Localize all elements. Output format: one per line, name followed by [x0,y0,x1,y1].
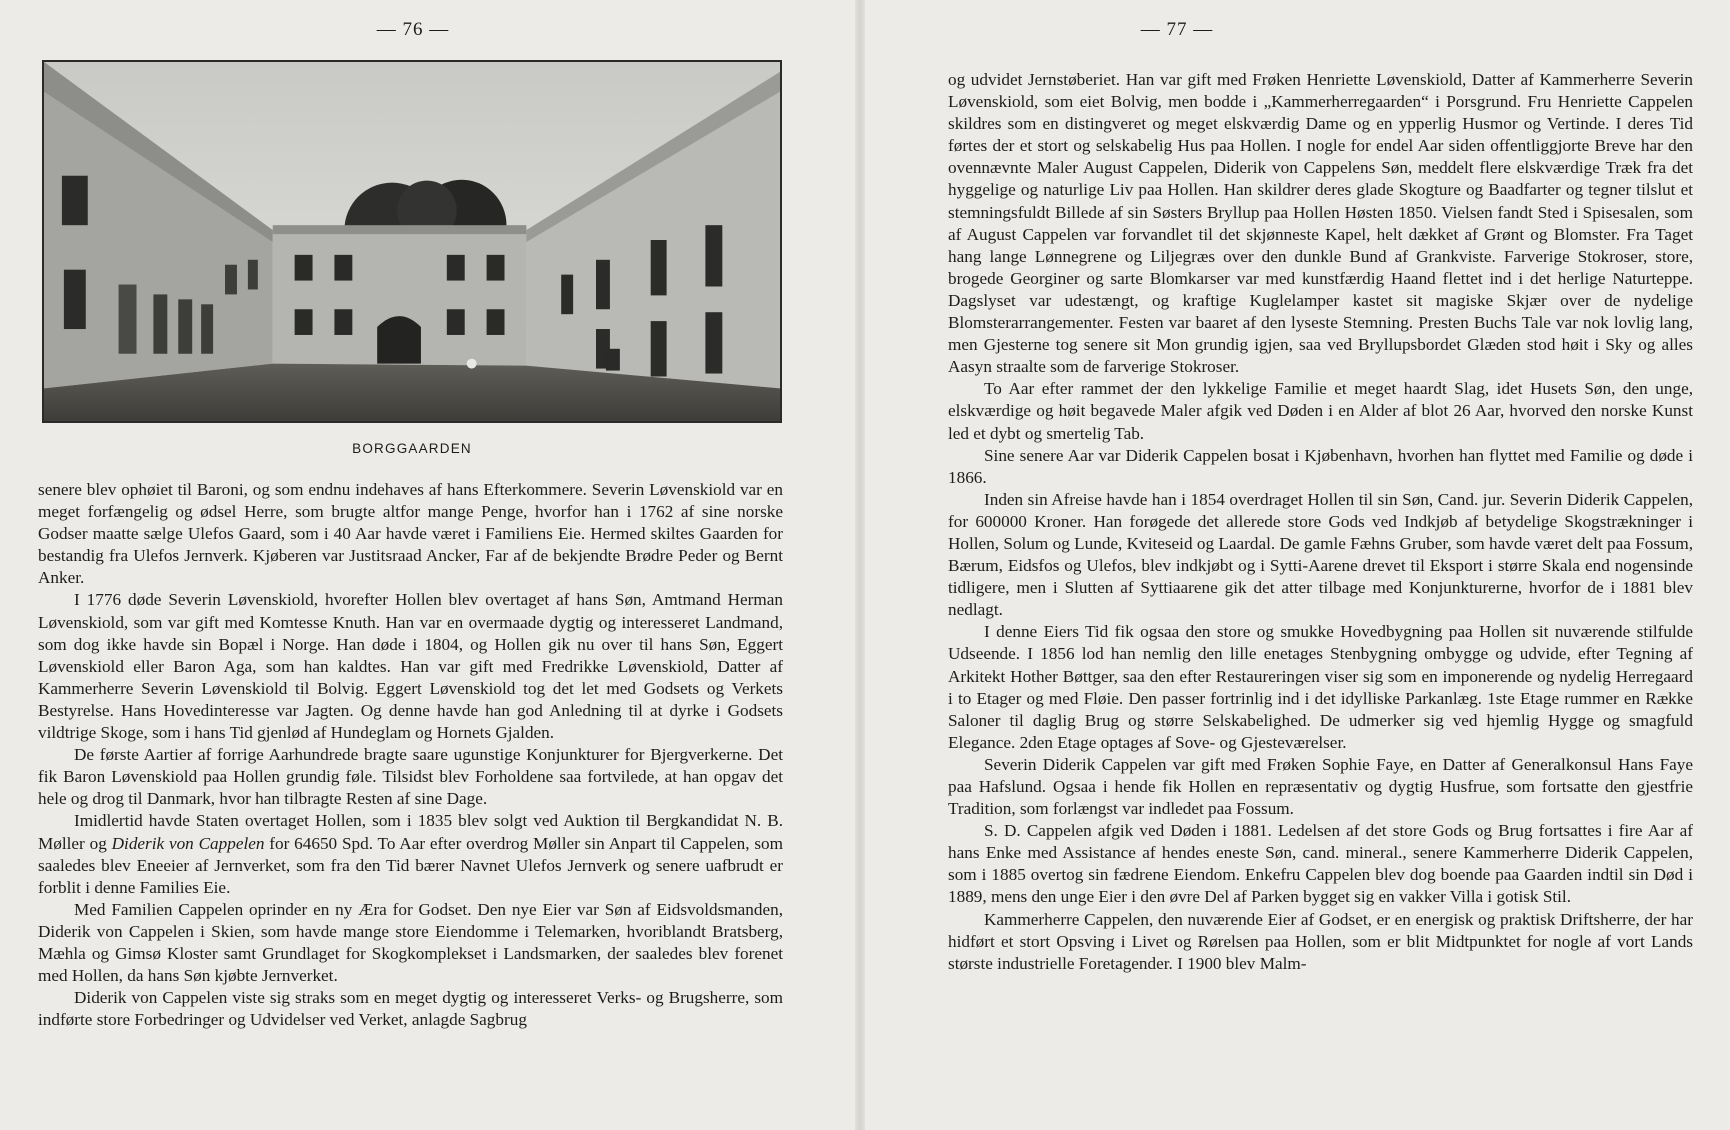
courtyard-photo [42,60,782,423]
paragraph: Severin Diderik Cappelen var gift med Frøken Sophie Faye, en Datter af Generalkonsul Hans Faye paa Hafslund. Ogsaa i hende fik Hollen en repræsentativ og dygtig Husfrue, som fortsatte den gjestfrie Tradition, som forlængst var indledet paa Fossum. [948,754,1693,819]
left-page [0,0,860,1130]
photo-caption: BORGGAARDEN [352,441,472,456]
page-number: — 77 — [1140,19,1214,40]
paragraph-text: Imidlertid havde Staten overtaget Hollen, som i 1835 blev solgt ved Auktion til Bergkandidat N. B. Møller og [38,811,783,853]
page-number: — 76 — [376,19,450,40]
paragraph: I denne Eiers Tid fik ogsaa den store og smukke Hovedbygning paa Hollen sit nuværende stilfulde Udseende. I 1856 lod han nemlig den lille enetages Stenbygning ombygge og udvide, efter Tegning af Arkitekt Hother Bøttger, saa den efter Restaureringen viser sig som en imponerende og nydelig Herregaard i to Etager og med Fløie. Den passer fortrinlig ind i det idylliske Parkanlæg. 1ste Etage rummer en Række Saloner til daglig Brug og større Selskabelighed. De udmerker sig ved hjemlig Hygge og smagfuld Elegance. 2den Etage optages af Sove- og Gjesteværelser. [948,622,1693,752]
paragraph: og udvidet Jernstøberiet. Han var gift med Frøken Henriette Løvenskiold, Datter af Kammerherre Severin Løvenskiold, som eiet Bolvig, men bodde i „Kammerherregaarden“ i Porsgrund. Fru Henriette Cappelen skildres som en distingveret og meget elskværdig Dame og en ypperlig Husmor og Vertinde. I deres Tid førtes der et stort og selskabelig Hus paa Hollen. I nogle for endel Aar siden offentliggjorte Breve har den ovennævnte Maler August Cappelen, Diderik von Cappelens Søn, meddelt flere elskværdige Træk fra det hyggelige og naturlige Liv paa Hollen. Han skildrer deres glade Skogture og Baadfarter og tegner tilslut et stemningsfuldt Billede af sin Søsters Bryllup paa Hollen Høsten 1850. Vielsen fandt Sted i Spisesalen, som af August Cappelen var forvandlet til det skjønneste Kapel, helt dækket af Grønt og Blomster. Fra Taget hang lange Lønnegrene og Liljegræs over den dunkle Bund af Grankviste. Farverige Stokroser, store, brogede Georginer og sarte Blomkarser var med kunstfærdig Haand flettet ind i det herlige Naturteppe. Dagslyset var udestængt, og kraftige Kuglelamper kastet sit magiske Skjær over de nydelige Blomsterarrangementer. Festen var baaret af den lyseste Stemning. Presten Buchs Tale var nok lovlig lang, men Gjesterne tog senere sit Mon grundig igjen, saa ved Bryllupsbordet Glæden stod høit i Sky og alles Aasyn straalte som de farverige Stokroser. [948,70,1693,377]
paragraph: Kammerherre Cappelen, den nuværende Eier af Godset, er en energisk og praktisk Driftsherre, der har hidført et stort Opsving i Livet og Rørelsen paa Hollen, som er blit Midtpunktet for nogle af vort Lands største industrielle Foretagender. I 1900 blev Malm- [948,909,1693,973]
paragraph-text: for 64650 Spd. To Aar efter overdrog Møller sin Anpart til Cappelen, som saaledes blev Eneeier af Jernverket, som fra den Tid bærer Navnet Ulefos Jernverk og senere uafbrudt er forblit i denne Families Eie. [38,833,783,897]
paragraph: I 1776 døde Severin Løvenskiold, hvorefter Hollen blev overtaget af hans Søn, Amtmand Herman Løvenskiold, som var gift med Komtesse Knuth. Han var en overmaade dygtig og interesseret Landmand, som dog ikke havde sin Bopæl i Norge. Han døde i 1804, og Hollen gik nu over til hans Søn, Eggert Løvenskiold eller Baron Aga, som han kaldtes. Han var gift med Fredrikke Løvenskiold, Datter af Kammerherre Severin Løvenskiold til Bolvig. Eggert Løvenskiold tog det let med Godsets og Verkets Bestyrelse. Hans Hovedinteresse var Jagten. Og denne havde han god Anledning til at dyrke i Godsets vildtrige Skoge, som i hans Tid gjenlød af Hundeglam og Hornets Gjalden. [38,590,783,743]
italic-name: Diderik von Cappelen [111,833,265,853]
paragraph: S. D. Cappelen afgik ved Døden i 1881. Ledelsen af det store Gods og Brug fortsattes i fire Aar af hans Enke med Assistance af hendes eneste Søn, cand. mineral., senere Kammerherre Diderik Cappelen, som i 1885 overtog sin fædrene Eiendom. Enkefru Cappelen blev dog boende paa Gaarden indtil sin Død i 1889, mens den unge Eier i den øvre Del af Parken bygget sig en vakker Villa i gotisk Stil. [948,821,1693,907]
paragraph: De første Aartier af forrige Aarhundrede bragte saare ugunstige Konjunkturer for Bjergverkerne. Det fik Baron Løvenskiold paa Hollen grundig føle. Tilsidst blev Forholdene saa fortvilede, at han opgav det hele og drog til Danmark, hvor han tilbragte Resten af sine Dage. [38,745,783,809]
paragraph: To Aar efter rammet der den lykkelige Familie et meget haardt Slag, idet Husets Søn, den unge, elskværdige og høit begavede Maler afgik ved Døden i en Alder af blot 26 Aar, hvorved den norske Kunst led et dybt og smertelig Tab. [948,379,1693,443]
paragraph: Med Familien Cappelen oprinder en ny Æra for Godset. Den nye Eier var Søn af Eidsvoldsmanden, Diderik von Cappelen i Skien, som havde mange store Eiendomme i Telemarken, hvoriblandt Bratsberg, Mæhla og Gimsø Kloster samt Grundlaget for Skogkomplekset i Landsmarken, der saaledes blev forenet med Hollen, da hans Søn kjøbte Jernverket. [38,899,783,986]
paragraph: Inden sin Afreise havde han i 1854 overdraget Hollen til sin Søn, Cand. jur. Severin Diderik Cappelen, for 600000 Kroner. Han forøgede det allerede store Gods ved Indkjøb af betydelige Skogstrækninger i Hollen, Solum og Lunde, Kviteseid og Laardal. De gamle Fæhns Gruber, som havde været delt paa Fossum, Bærum, Eidsfos og Ulefos, blev indkjøbt og i Sytti-Aarene drevet til Eksport i større Skala end nogensinde tidligere, men i Slutten af Syttiaarene gik det atter tilbage med Konjunkturerne, hvorfor de i 1881 blev nedlagt. [948,489,1693,620]
left-body-text [38,479,783,1031]
courtyard-illustration [44,62,780,421]
right-page [860,0,1730,1130]
paragraph [38,810,783,898]
paragraph: Sine senere Aar var Diderik Cappelen bosat i Kjøbenhavn, hvorhen han flyttet med Familie og døde i 1866. [948,445,1693,487]
paragraph: senere blev ophøiet til Baroni, og som endnu indehaves af hans Efterkommere. Severin Løvenskiold var en meget forfængelig og ødsel Herre, som brugte altfor mange Penge, hvorfor han i 1762 af sine norske Godser maatte sælge Ulefos Gaard, som i 40 Aar havde været i Familiens Eie. Hermed skiltes Gaarden for bestandig fra Ulefos Jernverk. Kjøberen var Justitsraad Ancker, Far af de bekjendte Brødre Peder og Bernt Anker. [38,480,783,588]
paragraph: Diderik von Cappelen viste sig straks som en meget dygtig og interesseret Verks- og Brugsherre, som indførte store Forbedringer og Udvidelser ved Verket, anlagde Sagbrug [38,988,783,1030]
right-body-text [948,69,1693,975]
